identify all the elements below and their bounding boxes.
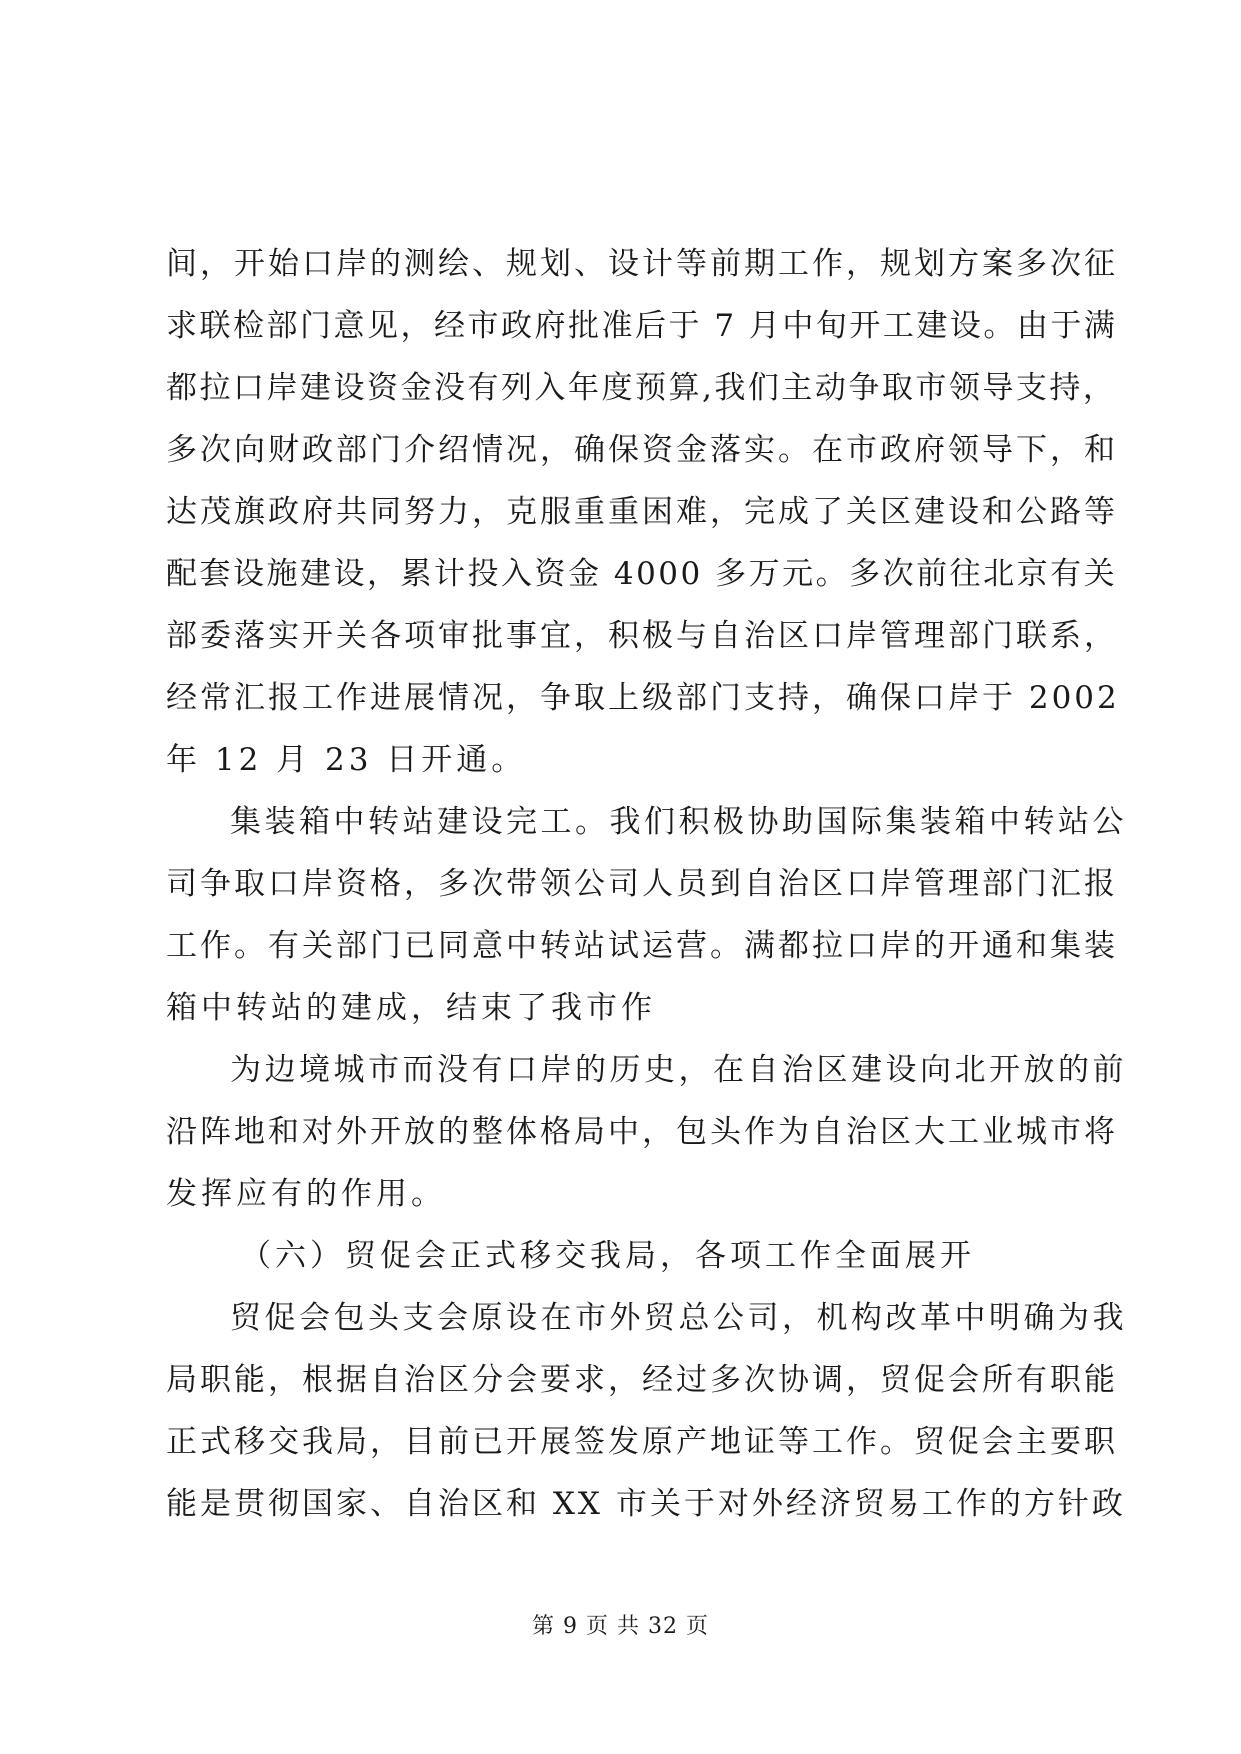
text-line: 局职能，根据自治区分会要求，经过多次协调，贸促会所有职能 xyxy=(166,1362,1118,1398)
text-line: 达茂旗政府共同努力，克服重重困难，完成了关区建设和公路等 xyxy=(166,494,1118,530)
text-line: 经常汇报工作进展情况，争取上级部门支持，确保口岸于 2002 xyxy=(166,680,1120,716)
page-number-footer: 第 9 页 共 32 页 xyxy=(532,1614,709,1639)
text-line: 配套设施建设，累计投入资金 4000 多万元。多次前往北京有关 xyxy=(166,556,1118,592)
text-line: 年 12 月 23 日开通。 xyxy=(166,742,527,778)
text-line: 间，开始口岸的测绘、规划、设计等前期工作，规划方案多次征 xyxy=(166,246,1118,282)
section-heading: （六）贸促会正式移交我局，各项工作全面展开 xyxy=(240,1238,975,1274)
text-line: 能是贯彻国家、自治区和 XX 市关于对外经济贸易工作的方针政 xyxy=(166,1486,1126,1522)
text-line: 多次向财政部门介绍情况，确保资金落实。在市政府领导下，和 xyxy=(166,432,1118,468)
text-line: 箱中转站的建成，结束了我市作 xyxy=(166,990,656,1026)
text-line: 沿阵地和对外开放的整体格局中，包头作为自治区大工业城市将 xyxy=(166,1114,1118,1150)
document-body xyxy=(166,233,1126,1535)
text-line: 都拉口岸建设资金没有列入年度预算,我们主动争取市领导支持， xyxy=(166,370,1117,406)
text-line: 发挥应有的作用。 xyxy=(166,1176,446,1212)
paragraph-first-line: 贸促会包头支会原设在市外贸总公司，机构改革中明确为我 xyxy=(230,1300,1127,1336)
paragraph-first-line: 为边境城市而没有口岸的历史，在自治区建设向北开放的前 xyxy=(230,1052,1127,1088)
text-line: 部委落实开关各项审批事宜，积极与自治区口岸管理部门联系， xyxy=(166,618,1118,654)
text-line: 求联检部门意见，经市政府批准后于 7 月中旬开工建设。由于满 xyxy=(166,308,1118,344)
text-line: 工作。有关部门已同意中转站试运营。满都拉口岸的开通和集装 xyxy=(166,928,1118,964)
text-line: 司争取口岸资格，多次带领公司人员到自治区口岸管理部门汇报 xyxy=(166,866,1118,902)
paragraph-first-line: 集装箱中转站建设完工。我们积极协助国际集装箱中转站公 xyxy=(230,804,1127,840)
text-line: 正式移交我局，目前已开展签发原产地证等工作。贸促会主要职 xyxy=(166,1424,1118,1460)
